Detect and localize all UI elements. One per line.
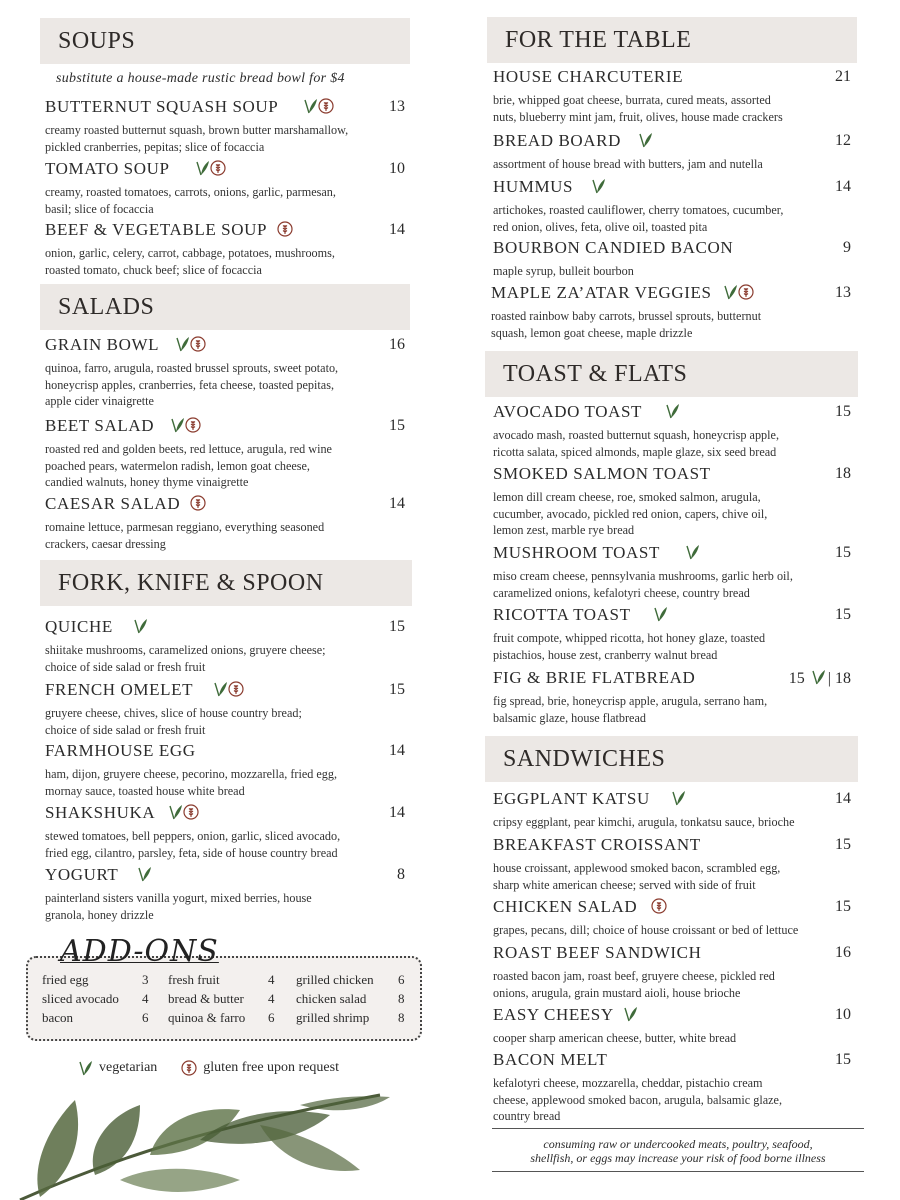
section-header-salads: SALADS xyxy=(40,284,410,330)
item-price: 15 xyxy=(835,606,851,623)
item-name: SHAKSHUKA xyxy=(45,803,156,822)
leaf-icon xyxy=(133,618,148,634)
wheat-circle-icon xyxy=(210,160,226,176)
item-name: QUICHE xyxy=(45,617,113,636)
addon-price: 8 xyxy=(398,991,405,1006)
item-name: AVOCADO TOAST xyxy=(493,402,643,421)
menu-item-beet-salad xyxy=(45,416,405,489)
item-description xyxy=(45,705,302,738)
description-line: grapes, pecans, dill; choice of house croissant or bed of lettuce xyxy=(493,923,799,937)
item-name: BEET SALAD xyxy=(45,416,155,435)
description-line: pistachios, house zest, cranberry walnut bread xyxy=(493,647,718,662)
item-description xyxy=(493,1075,782,1125)
item-description xyxy=(493,1030,736,1047)
dietary-icons xyxy=(591,178,606,194)
item-description xyxy=(493,968,775,1001)
item-price: 14 xyxy=(835,178,851,195)
item-price: 13 xyxy=(389,98,405,115)
description-line: cooper sharp american cheese, butter, white bread xyxy=(493,1031,737,1045)
item-name: EASY CHEESY xyxy=(493,1005,614,1024)
item-price: 10 xyxy=(835,1006,851,1023)
item-description xyxy=(493,568,793,601)
dietary-icons xyxy=(277,221,293,237)
item-name: CHICKEN SALAD xyxy=(493,897,638,916)
description-line: candied walnuts, honey thyme vinaigrette xyxy=(45,475,249,489)
wheat-circle-icon xyxy=(318,98,334,114)
item-name: FIG & BRIE FLATBREAD xyxy=(493,668,696,687)
dietary-icons xyxy=(195,160,226,176)
description-line: brie, whipped goat cheese, burrata, cured meats, assorted xyxy=(493,93,771,107)
leaf-icon xyxy=(685,544,700,560)
leaf-icon xyxy=(623,1006,638,1022)
addon-name: chicken salad xyxy=(296,991,367,1006)
leaf-icon xyxy=(665,403,680,419)
description-line: creamy, roasted tomatoes, carrots, onions, garlic, parmesan, xyxy=(45,185,336,199)
description-line: country bread xyxy=(493,1109,561,1123)
item-price: 14 xyxy=(389,495,405,512)
item-name: TOMATO SOUP xyxy=(45,159,170,178)
menu-item-farmhouse-egg xyxy=(45,741,405,801)
leaf-icon xyxy=(638,132,653,148)
dietary-icons xyxy=(671,790,686,806)
dietary-icons xyxy=(137,866,152,882)
menu-item-hummus xyxy=(493,177,851,237)
menu-item-butternut xyxy=(45,97,405,157)
description-line: balsamic glaze, house flatbread xyxy=(493,710,646,725)
description-line: roasted rainbow baby carrots, brussel sprouts, butternut xyxy=(491,309,762,323)
addon-name: fried egg xyxy=(42,972,89,987)
addon-price: 6 xyxy=(142,1010,149,1025)
item-name: MUSHROOM TOAST xyxy=(493,543,660,562)
item-name: FARMHOUSE EGG xyxy=(45,741,196,760)
menu-item-mushroom-toast xyxy=(493,543,851,603)
description-line: choice of side salad or fresh fruit xyxy=(45,722,206,737)
dietary-legend xyxy=(78,1060,339,1076)
item-price: 15 xyxy=(835,898,851,915)
description-line: crackers, caesar dressing xyxy=(45,536,166,551)
item-description xyxy=(493,860,780,893)
menu-item-shakshuka xyxy=(45,803,405,863)
item-price: 21 xyxy=(835,68,851,85)
menu-item-tomato xyxy=(45,159,405,219)
description-line: stewed tomatoes, bell peppers, onion, garlic, sliced avocado, xyxy=(45,829,341,843)
description-line: mornay sauce, toasted house white bread xyxy=(45,783,245,798)
description-line: miso cream cheese, pennsylvania mushrooms, garlic herb oil, xyxy=(493,569,793,583)
description-line: kefalotyri cheese, mozzarella, cheddar, pistachio cream xyxy=(493,1076,763,1090)
section-header-fork-knife-spoon: FORK, KNIFE & SPOON xyxy=(40,560,412,606)
dietary-icons xyxy=(638,132,653,148)
item-description xyxy=(493,202,783,235)
item-description xyxy=(45,828,340,861)
item-description xyxy=(493,427,779,460)
disclaimer-line: consuming raw or undercooked meats, poultry, seafood, xyxy=(543,1137,813,1151)
item-description xyxy=(493,92,783,125)
leaf-icon xyxy=(591,178,606,194)
item-name: GRAIN BOWL xyxy=(45,335,160,354)
leaf-icon xyxy=(213,681,228,697)
item-name: MAPLE ZA’ATAR VEGGIES xyxy=(491,283,712,302)
leaf-icon xyxy=(137,866,152,882)
menu-item-yogurt xyxy=(45,865,405,925)
description-line: pickled cranberries, pepitas; slice of focaccia xyxy=(45,139,265,154)
item-name: BACON MELT xyxy=(493,1050,608,1069)
menu-item-roast-beef-sandwich xyxy=(493,943,851,1003)
item-name: HOUSE CHARCUTERIE xyxy=(493,67,684,86)
description-line: red onion, olives, feta, olive oil, toasted pita xyxy=(493,219,708,234)
wheat-circle-icon xyxy=(190,336,206,352)
menu-item-grain-bowl xyxy=(45,335,405,408)
item-name: CAESAR SALAD xyxy=(45,494,181,513)
description-line: lemon dill cream cheese, roe, smoked salmon, arugula, xyxy=(493,490,761,504)
description-line: assortment of house bread with butters, jam and nutella xyxy=(493,157,763,171)
item-name: BOURBON CANDIED BACON xyxy=(493,238,734,257)
item-price: 15 xyxy=(389,681,405,698)
item-price: 15 xyxy=(835,1051,851,1068)
dietary-icons xyxy=(685,544,700,560)
description-line: shiitake mushrooms, caramelized onions, gruyere cheese; xyxy=(45,643,326,657)
item-price-large: | 18 xyxy=(827,670,851,687)
description-line: onion, garlic, celery, carrot, cabbage, potatoes, mushrooms, xyxy=(45,246,335,260)
item-name: EGGPLANT KATSU xyxy=(493,789,650,808)
description-line: cucumber, avocado, pickled red onion, capers, chive oil, xyxy=(493,506,768,521)
leaf-icon xyxy=(168,804,183,820)
dietary-icons xyxy=(723,284,754,300)
item-price xyxy=(789,669,851,688)
item-description xyxy=(45,184,336,217)
menu-item-quiche xyxy=(45,617,405,677)
item-description xyxy=(493,922,798,939)
addon-name: grilled shrimp xyxy=(296,1010,370,1025)
wheat-circle-icon xyxy=(651,898,667,914)
dietary-icons xyxy=(623,1006,638,1022)
dietary-icons xyxy=(190,495,206,511)
description-line: ham, dijon, gruyere cheese, pecorino, mozzarella, fried egg, xyxy=(45,767,338,781)
description-line: quinoa, farro, arugula, roasted brussel sprouts, sweet potato, xyxy=(45,361,339,375)
item-price: 15 xyxy=(835,544,851,561)
menu-item-ricotta-toast xyxy=(493,605,851,665)
wheat-circle-icon xyxy=(181,1060,197,1076)
wheat-circle-icon xyxy=(183,804,199,820)
item-name: BREAKFAST CROISSANT xyxy=(493,835,701,854)
item-price: 16 xyxy=(835,944,851,961)
description-line: granola, honey drizzle xyxy=(45,907,154,922)
description-line: nuts, blueberry mint jam, fruit, olives, house made crackers xyxy=(493,109,783,124)
item-price: 14 xyxy=(389,221,405,238)
description-line: squash, lemon goat cheese, maple drizzle xyxy=(491,325,693,340)
item-name: HUMMUS xyxy=(493,177,574,196)
description-line: cripsy eggplant, pear kimchi, arugula, tonkatsu sauce, brioche xyxy=(493,815,795,829)
foliage-illustration xyxy=(0,1085,400,1200)
item-description xyxy=(493,814,795,831)
item-description xyxy=(493,263,634,280)
description-line: maple syrup, bulleit bourbon xyxy=(493,264,634,278)
item-price: 12 xyxy=(835,132,851,149)
item-name: FRENCH OMELET xyxy=(45,680,194,699)
dietary-icons xyxy=(170,417,201,433)
food-safety-disclaimer xyxy=(492,1128,864,1172)
item-price: 15 xyxy=(835,403,851,420)
menu-item-avocado-toast xyxy=(493,402,851,462)
bread-bowl-note: substitute a house-made rustic bread bowl for $4 xyxy=(56,71,345,86)
item-name: BEEF & VEGETABLE SOUP xyxy=(45,220,268,239)
description-line: creamy roasted butternut squash, brown butter marshamallow, xyxy=(45,123,349,137)
menu-item-french-omelet xyxy=(45,680,405,740)
addon-name: bacon xyxy=(42,1010,74,1025)
legend-vegetarian-label: vegetarian xyxy=(99,1060,158,1075)
item-description xyxy=(45,766,337,799)
dietary-icons xyxy=(213,681,244,697)
item-description xyxy=(45,441,332,491)
leaf-icon xyxy=(170,417,185,433)
addon-price: 6 xyxy=(398,972,405,987)
item-price: 16 xyxy=(389,336,405,353)
item-description xyxy=(491,308,761,341)
description-line: cheese, applewood smoked bacon, arugula, balsamic glaze, xyxy=(493,1092,783,1107)
leaf-icon xyxy=(78,1060,93,1076)
item-description xyxy=(493,630,765,663)
description-line: fruit compote, whipped ricotta, hot honey glaze, toasted xyxy=(493,631,766,645)
wheat-circle-icon xyxy=(738,284,754,300)
description-line: basil; slice of focaccia xyxy=(45,201,154,216)
description-line: ricotta salata, spiced almonds, maple glaze, six seed bread xyxy=(493,444,777,459)
wheat-circle-icon xyxy=(185,417,201,433)
addon-name: sliced avocado xyxy=(42,991,119,1006)
description-line: caramelized onions, kefalotyri cheese, country bread xyxy=(493,585,750,600)
item-description xyxy=(493,693,767,726)
leaf-icon xyxy=(303,98,318,114)
description-line: house croissant, applewood smoked bacon, scrambled egg, xyxy=(493,861,781,875)
description-line: lemon zest, marble rye bread xyxy=(493,523,635,537)
section-header-for-the-table: FOR THE TABLE xyxy=(487,17,857,63)
legend-gluten-free-label: gluten free upon request xyxy=(203,1060,339,1075)
item-price: 14 xyxy=(835,790,851,807)
item-description xyxy=(45,890,312,923)
menu-item-bacon-melt xyxy=(493,1050,851,1123)
leaf-icon xyxy=(723,284,738,300)
description-line: apple cider vinaigrette xyxy=(45,394,154,408)
description-line: romaine lettuce, parmesan reggiano, everything seasoned xyxy=(45,520,325,534)
item-description xyxy=(45,519,324,552)
addons-title: ADD-ONS xyxy=(60,934,219,969)
menu-item-maple-veggies xyxy=(491,283,851,343)
description-line: choice of side salad or fresh fruit xyxy=(45,659,206,674)
section-header-sandwiches: SANDWICHES xyxy=(485,736,858,782)
addon-price: 4 xyxy=(268,991,275,1006)
dietary-icons xyxy=(653,606,668,622)
dietary-icons xyxy=(133,618,148,634)
description-line: onions, arugula, grain mustard aioli, house brioche xyxy=(493,985,741,1000)
item-description xyxy=(45,245,335,278)
menu-item-fig-brie-flatbread xyxy=(493,668,851,728)
description-line: poached pears, watermelon radish, lemon goat cheese, xyxy=(45,458,310,473)
addon-name: grilled chicken xyxy=(296,972,374,987)
section-header-toast-flats: TOAST & FLATS xyxy=(485,351,858,397)
description-line: fried egg, cilantro, parsley, feta, side of house country bread xyxy=(45,845,338,860)
item-description xyxy=(45,642,326,675)
item-name: BREAD BOARD xyxy=(493,131,621,150)
wheat-circle-icon xyxy=(277,221,293,237)
leaf-icon xyxy=(811,669,826,685)
item-description xyxy=(493,489,767,539)
addon-price: 8 xyxy=(398,1010,405,1025)
description-line: roasted tomato, chuck beef; slice of focaccia xyxy=(45,262,262,277)
description-line: avocado mash, roasted butternut squash, honeycrisp apple, xyxy=(493,428,779,442)
description-line: fig spread, brie, honeycrisp apple, arugula, serrano ham, xyxy=(493,694,768,708)
item-description xyxy=(493,156,763,173)
dietary-icons xyxy=(303,98,334,114)
description-line: roasted red and golden beets, red lettuce, arugula, red wine xyxy=(45,442,332,456)
leaf-icon xyxy=(653,606,668,622)
menu-item-house-charcuterie xyxy=(493,67,851,127)
addon-price: 3 xyxy=(142,972,149,987)
description-line: artichokes, roasted cauliflower, cherry tomatoes, cucumber, xyxy=(493,203,784,217)
item-description xyxy=(45,122,348,155)
disclaimer-line: shellfish, or eggs may increase your risk of food borne illness xyxy=(530,1151,826,1165)
description-line: sharp white american cheese; served with side of fruit xyxy=(493,877,756,892)
item-price-small: 15 xyxy=(788,670,805,687)
item-name: SMOKED SALMON TOAST xyxy=(493,464,711,483)
description-line: painterland sisters vanilla yogurt, mixed berries, house xyxy=(45,891,312,905)
wheat-circle-icon xyxy=(228,681,244,697)
item-price: 15 xyxy=(835,836,851,853)
addon-price: 4 xyxy=(268,972,275,987)
description-line: honeycrisp apples, cranberries, feta cheese, toasted pepitas, xyxy=(45,377,334,392)
dietary-icons xyxy=(651,898,667,914)
dietary-icons xyxy=(175,336,206,352)
leaf-icon xyxy=(195,160,210,176)
item-price: 14 xyxy=(389,742,405,759)
description-line: roasted bacon jam, roast beef, gruyere cheese, pickled red xyxy=(493,969,775,983)
item-price: 8 xyxy=(397,866,405,883)
dietary-icons xyxy=(168,804,199,820)
description-line: gruyere cheese, chives, slice of house country bread; xyxy=(45,706,302,720)
addon-name: quinoa & farro xyxy=(168,1010,246,1025)
menu-item-beef xyxy=(45,220,405,280)
item-price: 15 xyxy=(389,417,405,434)
item-price: 9 xyxy=(843,239,851,256)
item-price: 14 xyxy=(389,804,405,821)
addon-price: 6 xyxy=(268,1010,275,1025)
leaf-icon xyxy=(671,790,686,806)
menu-item-smoked-salmon-toast xyxy=(493,464,851,537)
item-name: ROAST BEEF SANDWICH xyxy=(493,943,702,962)
item-name: YOGURT xyxy=(45,865,119,884)
item-name: RICOTTA TOAST xyxy=(493,605,631,624)
item-price: 10 xyxy=(389,160,405,177)
menu-item-caesar-salad xyxy=(45,494,405,554)
item-price: 15 xyxy=(389,618,405,635)
item-price: 13 xyxy=(835,284,851,301)
addon-name: bread & butter xyxy=(168,991,244,1006)
dietary-icons xyxy=(665,403,680,419)
item-price: 18 xyxy=(835,465,851,482)
menu-item-breakfast-croissant xyxy=(493,835,851,895)
addon-name: fresh fruit xyxy=(168,972,220,987)
section-header-soups: SOUPS xyxy=(40,18,410,64)
item-name: BUTTERNUT SQUASH SOUP xyxy=(45,97,279,116)
leaf-icon xyxy=(175,336,190,352)
item-description xyxy=(45,360,338,410)
wheat-circle-icon xyxy=(190,495,206,511)
addon-price: 4 xyxy=(142,991,149,1006)
